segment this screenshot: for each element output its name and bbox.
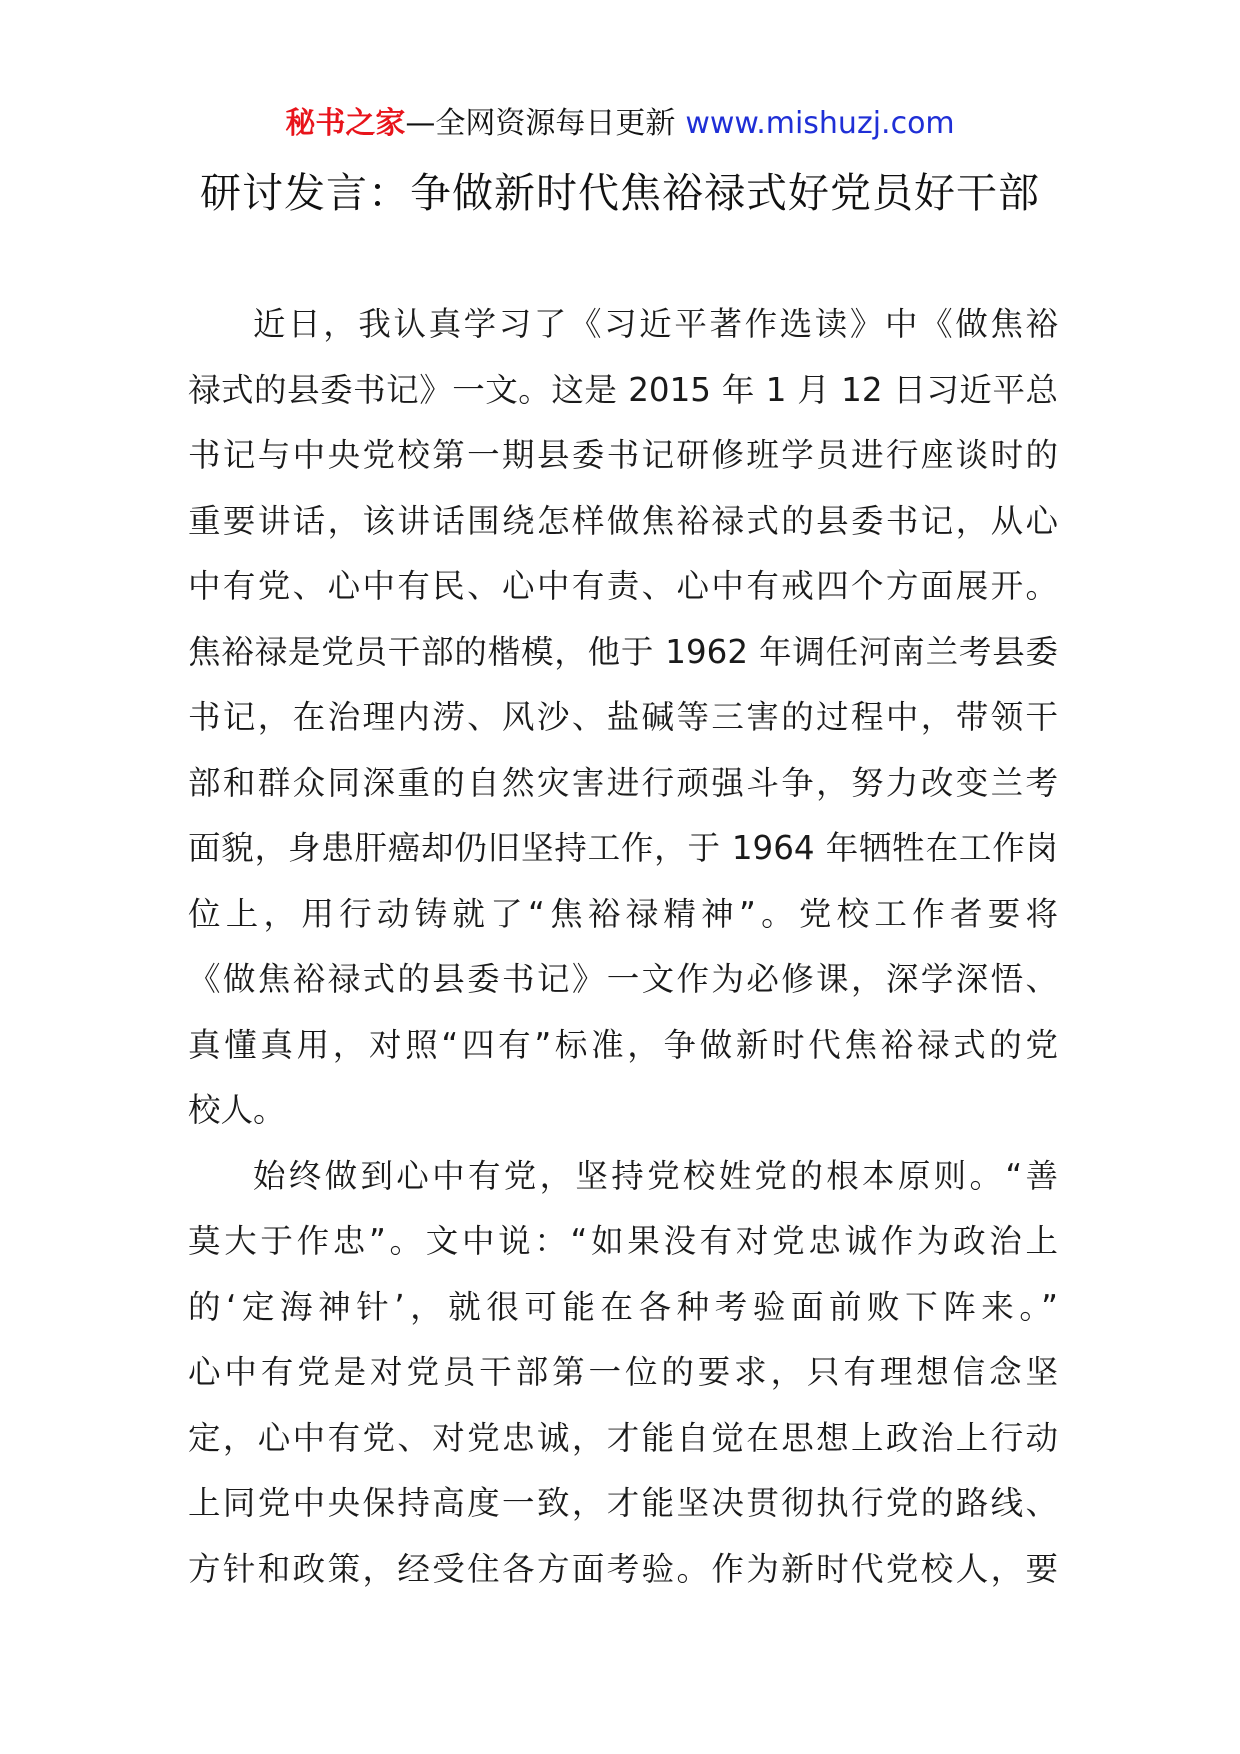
- paragraph-line: 始终做到心中有党，坚持党校姓党的根本原则。“善: [253, 1156, 1058, 1195]
- brand-name: 秘书之家: [285, 106, 406, 141]
- paragraph-line: 莫大于作忠”。文中说：“如果没有对党忠诚作为政治上: [188, 1222, 1058, 1260]
- paragraph-line: 面貌，身患肝癌却仍旧坚持工作，于 1964 年牺牲在工作岗: [188, 829, 1058, 867]
- paragraph-line: 心中有党是对党员干部第一位的要求，只有理想信念坚: [188, 1353, 1058, 1391]
- paragraph-1: [188, 292, 1058, 1144]
- paragraph-line: 校人。: [188, 1091, 286, 1129]
- paragraph-line: 部和群众同深重的自然灾害进行顽强斗争，努力改变兰考: [188, 763, 1058, 802]
- paragraph-line: 禄式的县委书记》一文。这是 2015 年 1 月 12 日习近平总: [188, 370, 1058, 409]
- paragraph-line: 上同党中央保持高度一致，才能坚决贯彻执行党的路线、: [188, 1484, 1058, 1522]
- paragraph-line: 中有党、心中有民、心中有责、心中有戒四个方面展开。: [188, 567, 1058, 605]
- paragraph-line: 近日，我认真学习了《习近平著作选读》中《做焦裕: [253, 305, 1058, 343]
- paragraph-line: 书记，在治理内涝、风沙、盐碱等三害的过程中，带领干: [188, 698, 1058, 736]
- document-body: [188, 292, 1058, 1602]
- site-header: [0, 104, 1240, 144]
- paragraph-line: 焦裕禄是党员干部的楷模，他于 1962 年调任河南兰考县委: [188, 632, 1058, 671]
- document-title: 研讨发言：争做新时代焦裕禄式好党员好干部: [200, 169, 1040, 217]
- paragraph-2: [188, 1144, 1058, 1603]
- paragraph-line: 的‘定海神针’，就很可能在各种考验面前败下阵来。”: [188, 1287, 1058, 1326]
- site-url-link[interactable]: www.mishuzj.com: [685, 106, 955, 141]
- header-tagline: —全网资源每日更新: [405, 106, 676, 141]
- paragraph-line: 书记与中央党校第一期县委书记研修班学员进行座谈时的: [188, 436, 1058, 474]
- paragraph-line: 真懂真用，对照“四有”标准，争做新时代焦裕禄式的党: [188, 1025, 1058, 1064]
- paragraph-line: 重要讲话，该讲话围绕怎样做焦裕禄式的县委书记，从心: [188, 501, 1058, 540]
- paragraph-line: 方针和政策，经受住各方面考验。作为新时代党校人，要: [188, 1549, 1058, 1588]
- paragraph-line: 定，心中有党、对党忠诚，才能自觉在思想上政治上行动: [188, 1418, 1058, 1457]
- paragraph-line: 位上，用行动铸就了“焦裕禄精神”。党校工作者要将: [188, 894, 1058, 933]
- paragraph-line: 《做焦裕禄式的县委书记》一文作为必修课，深学深悟、: [188, 960, 1058, 998]
